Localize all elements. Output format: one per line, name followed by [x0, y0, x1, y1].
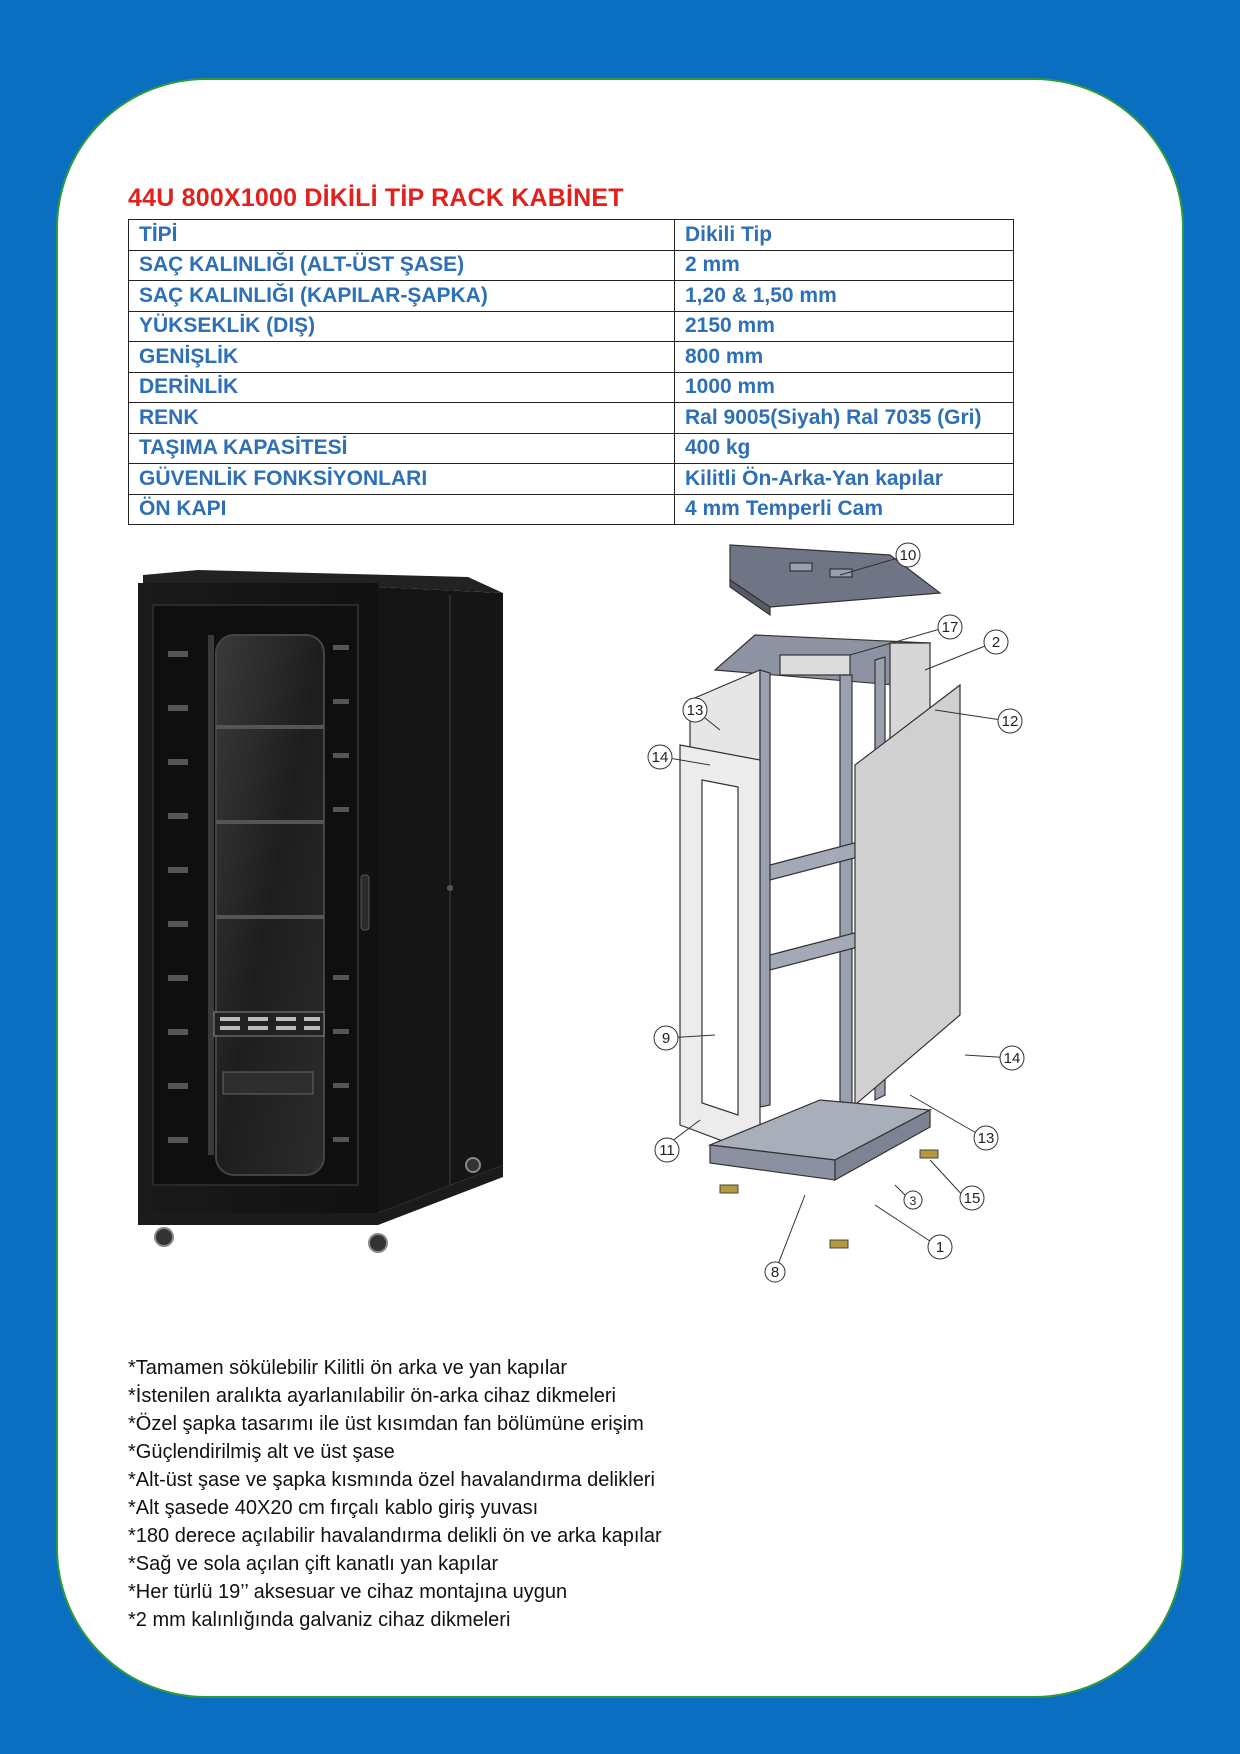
list-item: *Tamamen sökülebilir Kilitli ön arka ve yan kapılar [128, 1357, 568, 1379]
list-item: *Her türlü 19’’ aksesuar ve cihaz montajına uygun [128, 1581, 568, 1603]
spec-label: SAÇ KALINLIĞI (KAPILAR-ŞAPKA) [129, 281, 675, 312]
callout-17 [938, 615, 962, 639]
callout-1 [928, 1235, 952, 1259]
svg-text:14: 14 [651, 749, 669, 766]
list-item: *Özel şapka tasarımı ile üst kısımdan fan bölümüne erişim [128, 1413, 644, 1435]
callout-9 [654, 1026, 678, 1050]
table-row [129, 342, 1014, 373]
spec-value: Kilitli Ön-Arka-Yan kapılar [675, 464, 1014, 495]
list-item: *İstenilen aralıkta ayarlanılabilir ön-arka cihaz dikmeleri [128, 1385, 616, 1407]
svg-text:12: 12 [1001, 713, 1019, 730]
spec-table [128, 219, 1014, 525]
table-row [129, 281, 1014, 312]
list-item: *2 mm kalınlığında galvaniz cihaz dikmeleri [128, 1609, 511, 1631]
callout-3 [904, 1191, 922, 1209]
callout-11 [655, 1138, 679, 1162]
callout-13b [974, 1126, 998, 1150]
spec-label: RENK [129, 403, 675, 434]
list-item: *Güçlendirilmiş alt ve üst şase [128, 1441, 395, 1463]
callout-8 [765, 1262, 785, 1282]
list-item: *180 derece açılabilir havalandırma delikli ön ve arka kapılar [128, 1525, 662, 1547]
callout-14 [648, 745, 672, 769]
spec-label: GENİŞLİK [129, 342, 675, 373]
spec-value: Dikili Tip [675, 220, 1014, 251]
list-item: *Alt şasede 40X20 cm fırçalı kablo giriş yuvası [128, 1497, 539, 1519]
page-title: 44U 800X1000 DİKİLİ TİP RACK KABİNET [128, 184, 624, 212]
table-row [129, 464, 1014, 495]
feature-list [128, 1354, 662, 1634]
table-row [129, 372, 1014, 403]
spec-value: 800 mm [675, 342, 1014, 373]
spec-label: GÜVENLİK FONKSİYONLARI [129, 464, 675, 495]
spec-label: ÖN KAPI [129, 494, 675, 525]
spec-value: 400 kg [675, 433, 1014, 464]
svg-text:15: 15 [963, 1190, 981, 1207]
table-row [129, 494, 1014, 525]
table-row [129, 250, 1014, 281]
svg-text:13: 13 [977, 1130, 995, 1147]
callout-12 [998, 709, 1022, 733]
table-row [129, 311, 1014, 342]
list-item: *Alt-üst şase ve şapka kısmında özel havalandırma delikleri [128, 1469, 655, 1491]
callout-14b [1000, 1046, 1024, 1070]
table-row [129, 403, 1014, 434]
table-row [129, 433, 1014, 464]
table-row [129, 220, 1014, 251]
spec-label: SAÇ KALINLIĞI (ALT-ÜST ŞASE) [129, 250, 675, 281]
svg-text:9: 9 [661, 1030, 671, 1047]
svg-text:3: 3 [909, 1194, 917, 1208]
spec-value: 1000 mm [675, 372, 1014, 403]
svg-text:17: 17 [941, 619, 959, 636]
spec-label: DERİNLİK [129, 372, 675, 403]
svg-text:2: 2 [991, 634, 1001, 651]
callout-2 [984, 630, 1008, 654]
spec-value: Ral 9005(Siyah) Ral 7035 (Gri) [675, 403, 1014, 434]
rack-cabinet-photo [128, 565, 508, 1265]
callout-13 [683, 698, 707, 722]
spec-value: 4 mm Temperli Cam [675, 494, 1014, 525]
svg-text:14: 14 [1003, 1050, 1021, 1067]
exploded-diagram [640, 535, 1040, 1295]
svg-text:1: 1 [935, 1239, 945, 1256]
callout-15 [960, 1186, 984, 1210]
spec-value: 2150 mm [675, 311, 1014, 342]
spec-label: YÜKSEKLİK (DIŞ) [129, 311, 675, 342]
svg-text:8: 8 [770, 1264, 780, 1281]
spec-value: 1,20 & 1,50 mm [675, 281, 1014, 312]
list-item: *Sağ ve sola açılan çift kanatlı yan kapılar [128, 1553, 499, 1575]
svg-text:13: 13 [686, 702, 704, 719]
spec-label: TAŞIMA KAPASİTESİ [129, 433, 675, 464]
svg-text:10: 10 [899, 547, 917, 564]
svg-text:11: 11 [659, 1142, 675, 1159]
spec-label: TİPİ [129, 220, 675, 251]
spec-value: 2 mm [675, 250, 1014, 281]
callout-10 [896, 543, 920, 567]
